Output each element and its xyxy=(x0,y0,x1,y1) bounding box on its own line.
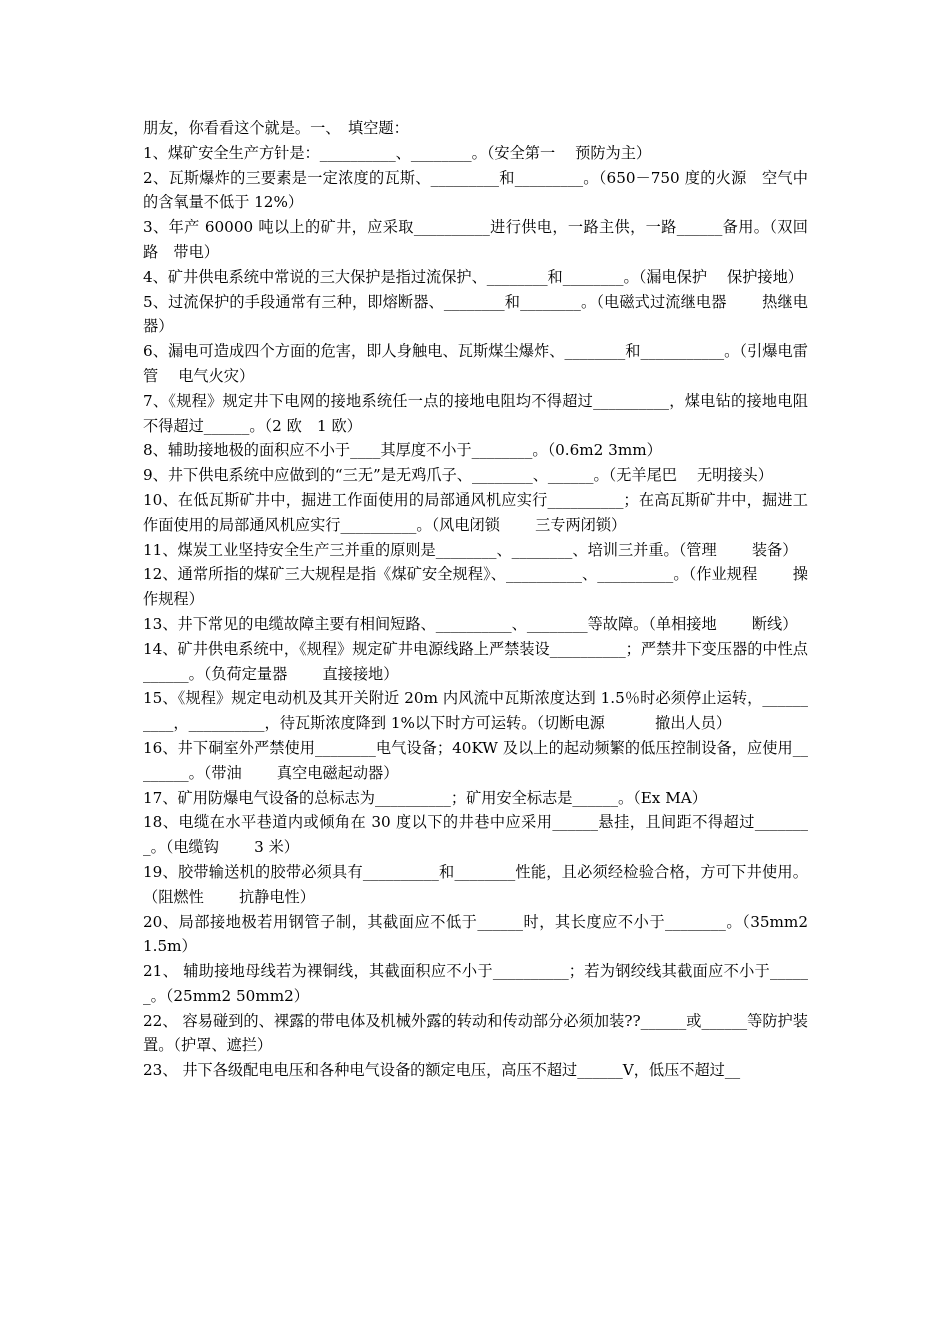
question-5: 5、过流保护的手段通常有三种，即熔断器、________和________。（电磁式过流继电器 热继电器） xyxy=(143,292,808,336)
question-19: 19、胶带输送机的胶带必须具有__________和________性能，且必须经检验合格，方可下井使用。（阻燃性 抗静电性） xyxy=(143,862,808,906)
question-23: 23、 井下各级配电电压和各种电气设备的额定电压，高压不超过______V，低压不超过__ xyxy=(143,1061,741,1080)
question-22: 22、 容易碰到的、裸露的带电体及机械外露的转动和传动部分必须加装??______或______等防护装置。（护罩、遮拦） xyxy=(143,1011,808,1055)
question-1: 1、煤矿安全生产方针是：__________、________。（安全第一 预防为主） xyxy=(143,143,652,162)
question-8: 8、辅助接地极的面积应不小于____其厚度不小于________。（0.6m2 3mm） xyxy=(143,441,662,460)
question-15: 15、《规程》规定电动机及其开关附近 20m 内风流中瓦斯浓度达到 1.5％时必须停止运转，__________，__________，待瓦斯浓度降到 1%以下时方可运转。（切断电源 撤出人员） xyxy=(143,689,808,733)
question-9: 9、井下供电系统中应做到的“三无”是无鸡爪子、________、______。（无羊尾巴 无明接头） xyxy=(143,466,773,485)
intro-line: 朋友，你看看这个就是。一、 填空题： xyxy=(143,119,409,137)
question-18: 18、电缆在水平巷道内或倾角在 30 度以下的井巷中应采用______悬挂，且间距不得超过________。（电缆钩 3 米） xyxy=(143,813,808,857)
question-20: 20、局部接地极若用钢管子制，其截面应不低于______时，其长度应不小于________。（35mm2 1.5m） xyxy=(143,912,808,956)
question-13: 13、井下常见的电缆故障主要有相间短路、__________、________等故障。（单相接地 断线） xyxy=(143,614,798,633)
question-16: 16、井下硐室外严禁使用________电气设备；40KW 及以上的起动频繁的低压控制设备，应使用________。（带油 真空电磁起动器） xyxy=(143,738,808,782)
document-page xyxy=(143,116,808,1083)
question-12: 12、通常所指的煤矿三大规程是指《煤矿安全规程》、__________、__________。（作业规程 操作规程） xyxy=(143,565,808,609)
question-10: 10、在低瓦斯矿井中，掘进工作面使用的局部通风机应实行__________；在高瓦斯矿井中，掘进工作面使用的局部通风机应实行__________。（风电闭锁 三专两闭锁） xyxy=(143,490,808,534)
question-2: 2、瓦斯爆炸的三要素是一定浓度的瓦斯、_________和_________。（650－750 度的火源 空气中的含氧量不低于 12%） xyxy=(143,168,808,212)
question-4: 4、矿井供电系统中常说的三大保护是指过流保护、________和________。（漏电保护 保护接地） xyxy=(143,267,803,286)
question-6: 6、漏电可造成四个方面的危害，即人身触电、瓦斯煤尘爆炸、________和___________。（引爆电雷管 电气火灾） xyxy=(143,342,808,385)
question-7: 7、《规程》规定井下电网的接地系统任一点的接地电阻均不得超过__________，煤电钻的接地电阻不得超过______。（2 欧 1 欧） xyxy=(143,391,808,435)
question-17: 17、矿用防爆电气设备的总标志为__________；矿用安全标志是______。（Ex MA） xyxy=(143,788,707,807)
question-11: 11、煤炭工业坚持安全生产三并重的原则是________、________、培训三并重。（管理 装备） xyxy=(143,540,798,559)
question-14: 14、矿井供电系统中，《规程》规定矿井电源线路上严禁装设__________；严禁井下变压器的中性点______。（负荷定量器 直接接地） xyxy=(143,639,808,683)
question-3: 3、年产 60000 吨以上的矿井，应采取__________进行供电，一路主供，一路______备用。（双回路 带电） xyxy=(143,218,808,261)
question-21: 21、 辅助接地母线若为裸铜线，其截面积应不小于__________；若为钢绞线其截面应不小于______。（25mm2 50mm2） xyxy=(143,962,808,1005)
